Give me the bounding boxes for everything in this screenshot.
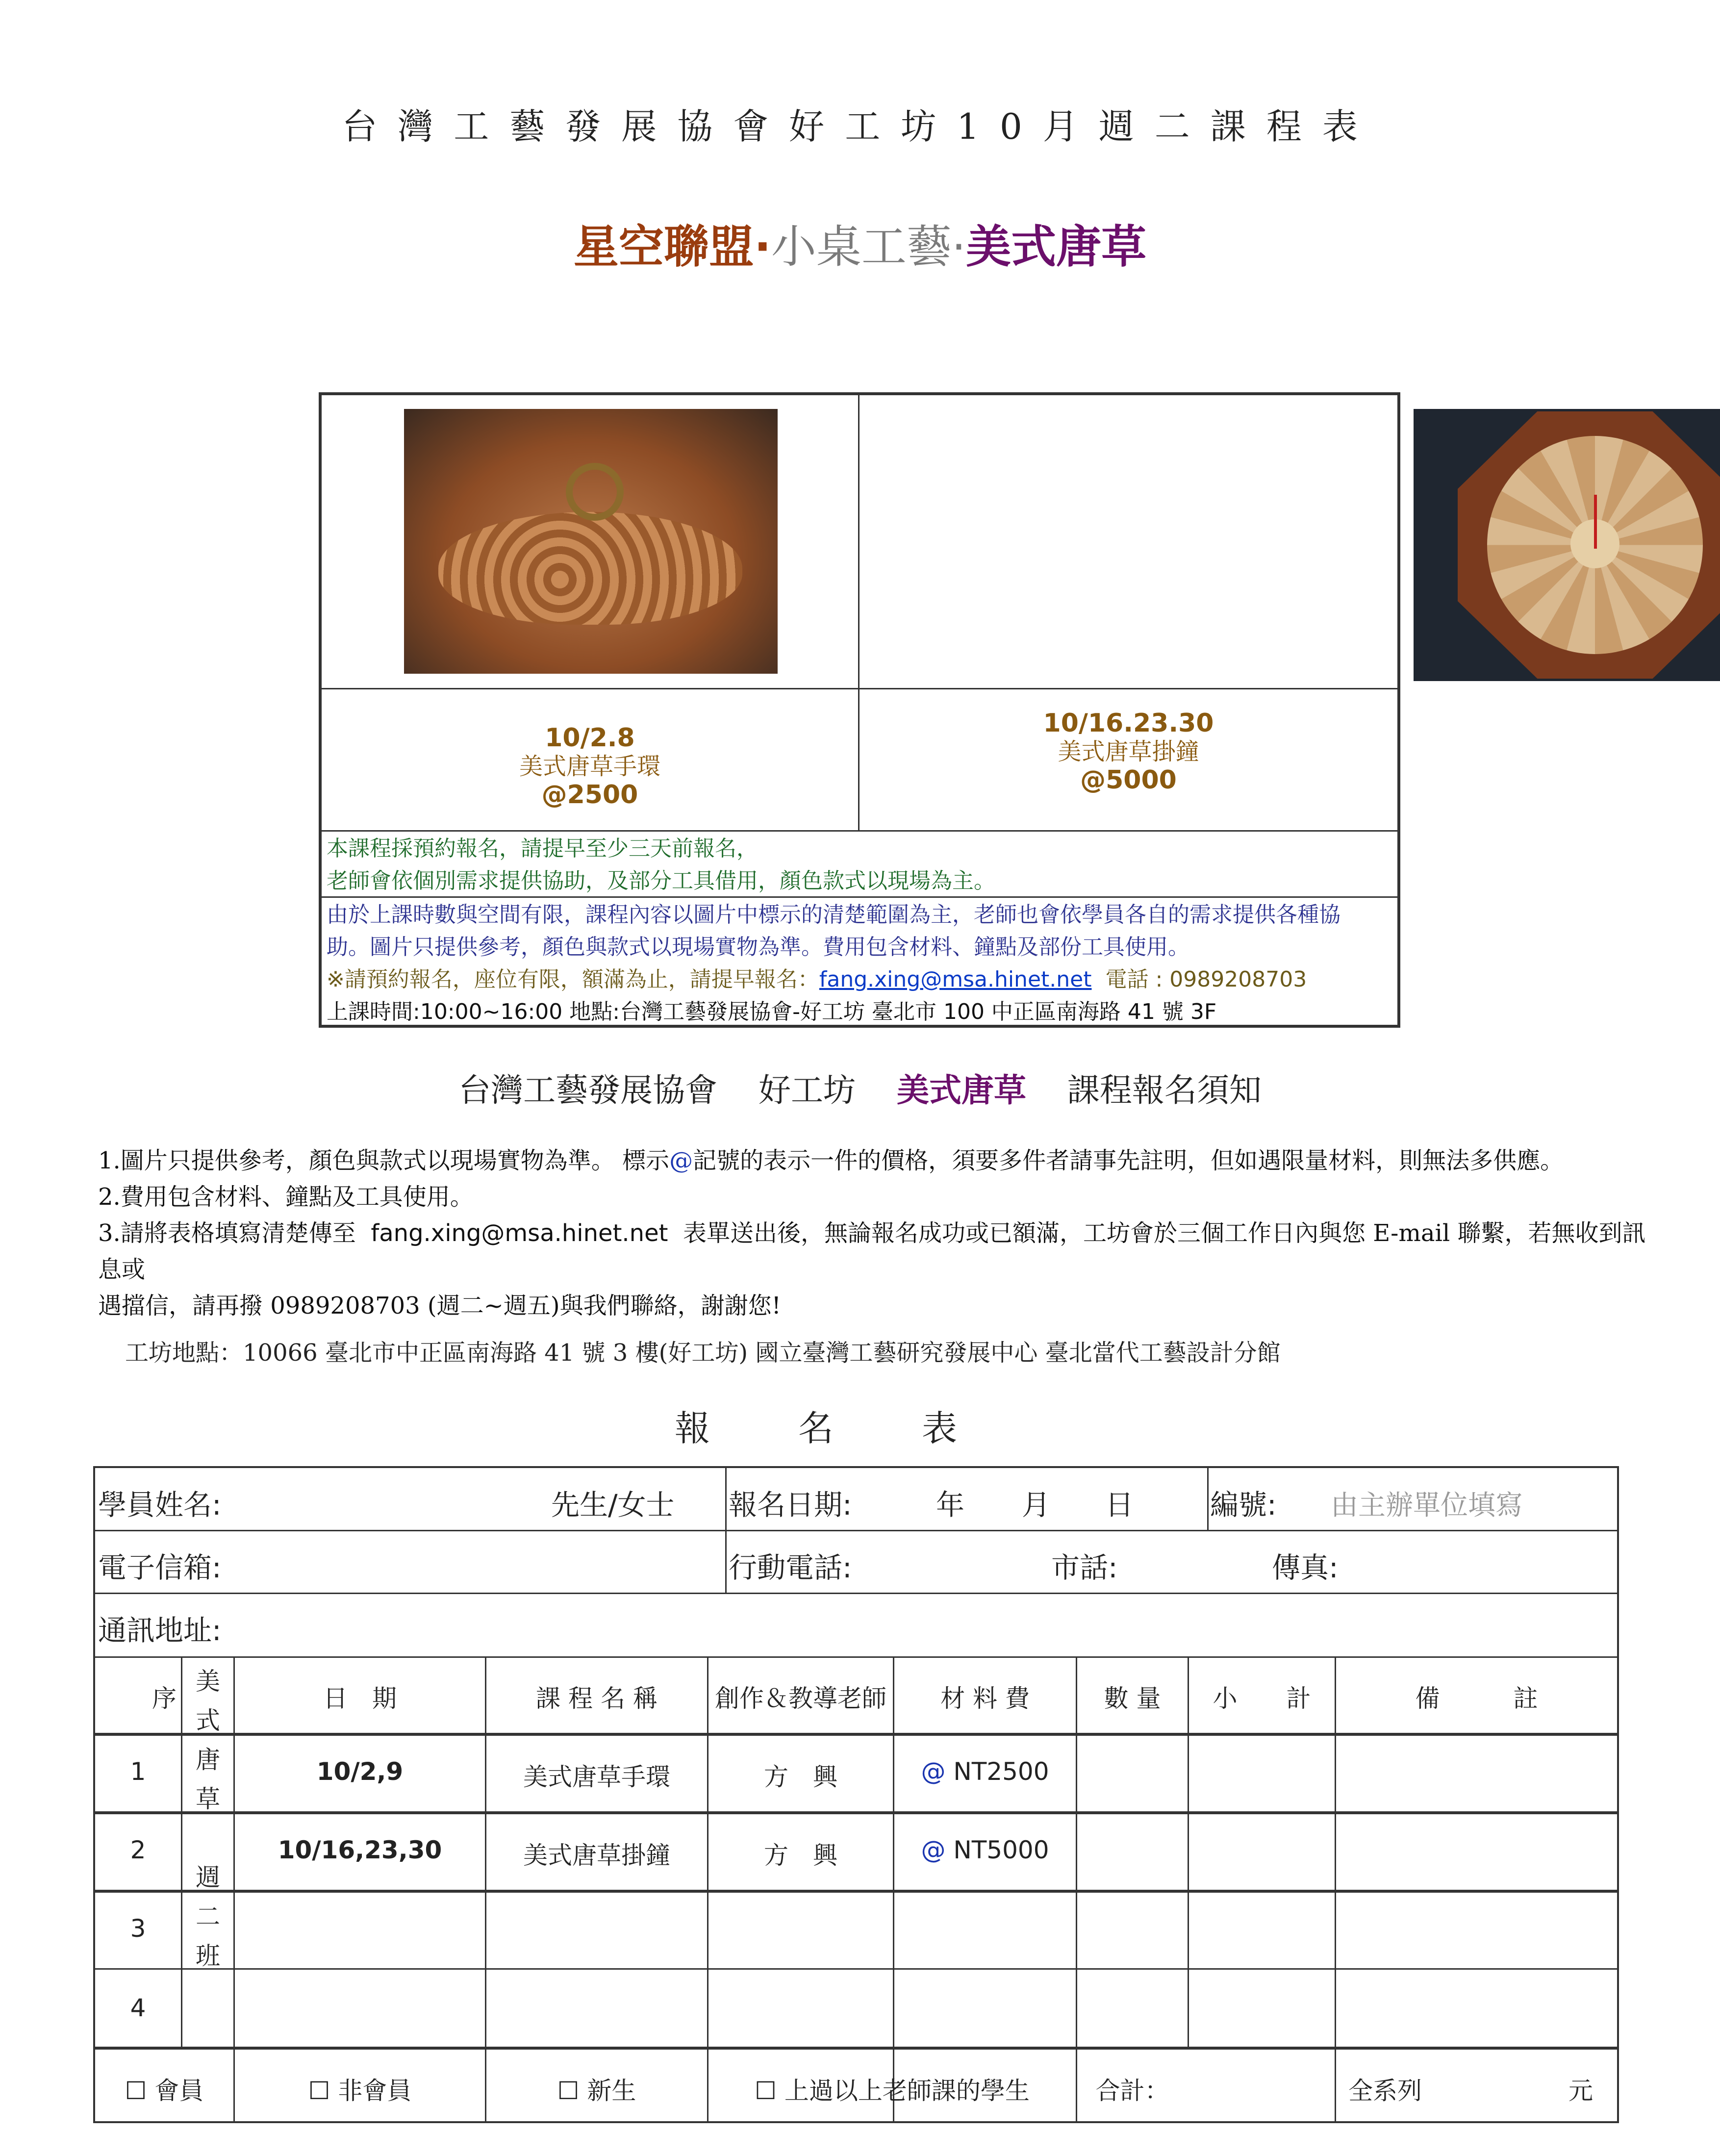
registration-notice-heading	[0, 1064, 1720, 1111]
address-field[interactable]	[95, 1605, 1615, 1649]
row-seq: 1	[130, 1757, 146, 1786]
address-label: 通訊地址:	[98, 1614, 222, 1647]
rule-1-at: @	[669, 1147, 693, 1174]
subtitle-part-3: 美式唐草	[966, 221, 1147, 273]
row-course: 美式唐草手環	[523, 1763, 670, 1791]
course-info-box	[319, 392, 1400, 1028]
course-1-price: @2500	[541, 780, 638, 810]
vlabel-3: 草	[196, 1785, 220, 1813]
mr-ms-label: 先生/女士	[551, 1488, 675, 1522]
contact-phone: 電話 : 0989208703	[1105, 967, 1307, 992]
col-teacher-header: 創作＆教導老師	[715, 1684, 886, 1713]
clock-photo	[1414, 409, 1720, 681]
row-course: 美式唐草掛鐘	[523, 1841, 670, 1870]
member-checkbox[interactable]: ☐ 會員	[125, 2077, 204, 2105]
rule-3-text-a: 3.請將表格填寫清楚傳至	[98, 1219, 356, 1247]
vlabel-1: 式	[196, 1706, 220, 1735]
day-label: 日	[1105, 1488, 1134, 1522]
tel-label: 市話:	[1051, 1551, 1118, 1584]
vlabel-5: 週	[196, 1863, 220, 1892]
reg-date-label: 報名日期:	[729, 1488, 852, 1522]
row-fee	[894, 1836, 1076, 1864]
vlabel-2: 唐	[196, 1746, 220, 1774]
col-seq-header: 序	[152, 1684, 177, 1713]
col-remark-header: 備 註	[1415, 1684, 1538, 1713]
row-teacher: 方 興	[764, 1841, 837, 1870]
registration-form	[93, 1466, 1619, 2123]
course-2-price: @5000	[1080, 765, 1177, 795]
serial-hint: 由主辦單位填寫	[1331, 1490, 1523, 1522]
details-note-2: 助。圖片只提供參考，顏色與款式以現場實物為準。費用包含材料、鐘點及部份工具使用。	[327, 935, 1189, 960]
page-subtitle	[0, 211, 1720, 276]
fee-value: NT5000	[945, 1836, 1049, 1864]
contact-line	[327, 964, 1392, 996]
bracelet-clasp-shape	[566, 463, 624, 521]
row-fee	[894, 1757, 1076, 1786]
booking-note-1: 本課程採預約報名，請提早至少三天前報名，	[327, 836, 758, 861]
time-place-line: 上課時間:10:00~16:00 地點:台灣工藝發展協會-好工坊 臺北市 100 中正區南海路 41 號 3F	[327, 999, 1217, 1024]
contact-email-link[interactable]: fang.xing@msa.hinet.net	[819, 967, 1092, 992]
rule-3-text-b: 表單送出後，無論報名成功或已額滿，工坊會於三個工作日內與您 E-mail 聯繫，若無收到訊息或	[98, 1219, 1646, 1283]
email-label: 電子信箱:	[98, 1551, 222, 1584]
month-label: 月	[1022, 1488, 1051, 1522]
new-student-checkbox[interactable]: ☐ 新生	[557, 2077, 636, 2105]
series-label: 全系列	[1348, 2077, 1422, 2105]
returning-student-checkbox[interactable]: ☐ 上過以上老師課的學生	[755, 2077, 1030, 2105]
clock-photo-cell	[858, 394, 1399, 689]
bracelet-photo-cell	[320, 394, 860, 689]
clock-face	[1487, 436, 1703, 654]
col-fee-header: 材 料 費	[940, 1684, 1030, 1713]
course-1-date: 10/2.8	[545, 723, 635, 753]
nonmember-checkbox[interactable]: ☐ 非會員	[308, 2077, 412, 2105]
row-date: 10/16,23,30	[278, 1836, 442, 1864]
page-title: 台灣工藝發展協會好工坊10月週二課程表	[342, 106, 1378, 147]
subtitle-dot-2: ·	[951, 221, 966, 273]
bracelet-photo	[404, 409, 778, 674]
rule-2: 2.費用包含材料、鐘點及工具使用。	[98, 1183, 474, 1211]
serial-label: 編號:	[1210, 1488, 1277, 1522]
subtitle-part-1: 星空聯盟	[573, 221, 754, 273]
row-seq: 4	[130, 1994, 146, 2022]
email-field[interactable]	[95, 1542, 723, 1586]
fee-at: @	[921, 1836, 946, 1864]
row-teacher: 方 興	[764, 1763, 837, 1791]
heading-workshop: 好工坊	[759, 1071, 856, 1109]
heading-course: 美式唐草	[896, 1071, 1026, 1109]
vlabel-0: 美	[196, 1667, 220, 1696]
heading-org: 台灣工藝發展協會	[458, 1071, 718, 1109]
fax-label: 傳真:	[1272, 1551, 1339, 1584]
fee-at: @	[921, 1757, 946, 1786]
col-course-header: 課 程 名 稱	[536, 1684, 658, 1713]
course-2-date: 10/16.23.30	[1043, 709, 1214, 738]
course-2-name: 美式唐草掛鐘	[1058, 738, 1199, 765]
rules-list	[98, 1142, 1667, 1324]
class-vertical-label	[182, 1662, 233, 1976]
total-label: 合計：	[1095, 2077, 1169, 2105]
heading-notice: 課程報名須知	[1067, 1071, 1262, 1109]
vlabel-gap	[182, 1819, 233, 1858]
rule-4: 遇擋信，請再撥 0989208703 (週二~週五)與我們聯絡，謝謝您!	[98, 1292, 781, 1319]
col-qty-header: 數 量	[1104, 1684, 1161, 1713]
subtitle-dot-1: ·	[754, 221, 771, 273]
row-seq: 3	[130, 1914, 146, 1943]
col-date-header: 日 期	[323, 1684, 397, 1713]
booking-note-2: 老師會依個別需求提供協助，及部分工具借用，顏色款式以現場為主。	[327, 868, 995, 893]
course-1-cell	[320, 688, 860, 832]
workshop-address: 工坊地點：10066 臺北市中正區南海路 41 號 3 樓(好工坊) 國立臺灣工藝研究發展中心 臺北當代工藝設計分館	[125, 1339, 1281, 1367]
year-label: 年	[936, 1488, 965, 1522]
rule-3-email[interactable]: fang.xing@msa.hinet.net	[371, 1219, 668, 1247]
form-title: 報名表	[674, 1408, 1045, 1449]
fee-value: NT2500	[945, 1757, 1049, 1786]
details-note-1: 由於上課時數與空間有限，課程內容以圖片中標示的清楚範圍為主，老師也會依學員各自的需求提供各種協	[327, 902, 1341, 927]
details-note-cell	[320, 896, 1399, 1026]
rule-1-text-a: 1.圖片只提供參考，顏色與款式以現場實物為準。 標示	[98, 1147, 670, 1174]
rule-1	[98, 1142, 1667, 1179]
vlabel-6: 二	[196, 1902, 220, 1931]
contact-prefix: ※請預約報名，座位有限，額滿為止，請提早報名：	[327, 967, 819, 992]
row-seq: 2	[130, 1836, 146, 1864]
row-date: 10/2,9	[316, 1757, 404, 1786]
subtitle-part-2: 小桌工藝	[771, 221, 952, 273]
currency-label: 元	[1568, 2077, 1593, 2105]
vlabel-7: 班	[196, 1942, 220, 1970]
rule-1-text-b: 記號的表示一件的價格，須要多件者請事先註明，但如遇限量材料，則無法多供應。	[693, 1147, 1564, 1174]
mobile-label: 行動電話:	[729, 1551, 852, 1584]
course-2-cell	[858, 688, 1399, 832]
bracelet-band-shape	[438, 512, 742, 625]
booking-note-cell	[320, 830, 1399, 898]
rule-3	[98, 1215, 1667, 1288]
course-1-name: 美式唐草手環	[519, 753, 660, 780]
col-subtotal-header: 小 計	[1213, 1684, 1311, 1713]
clock-hand	[1594, 495, 1597, 549]
student-name-label: 學員姓名:	[98, 1488, 222, 1522]
student-name-field[interactable]	[95, 1481, 585, 1520]
